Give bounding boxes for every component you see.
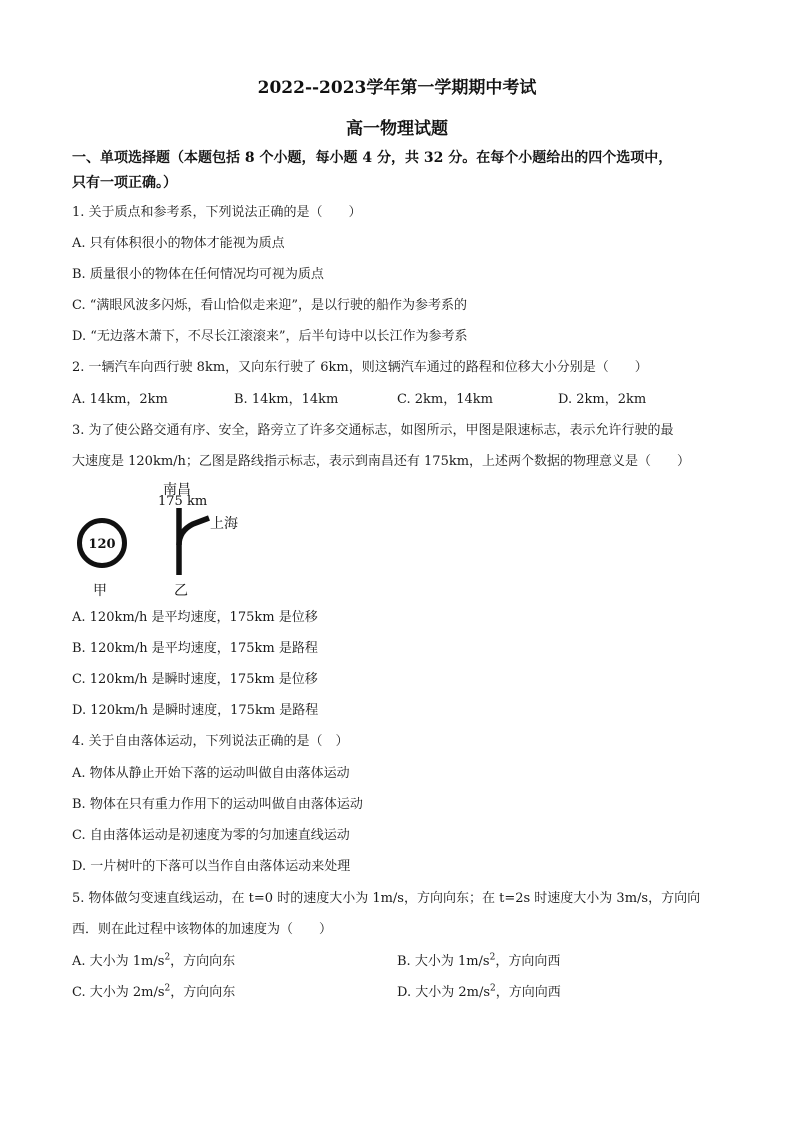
q5-stem-line2: 西．则在此过程中该物体的加速度为（ ） [72,922,333,937]
q5-option-c: C. 大小为 $2m/s^2$，方向向东 [72,983,236,1000]
q5-option-d: D. 大小为 $2m/s^2$，方向向西 [397,983,561,1000]
q1-option-c: C. “满眼风波多闪烁，看山恰似走来迎”，是以行驶的船作为参考系的 [72,298,468,313]
exam-title: 2022--2023学年第一学期期中考试 [257,78,537,98]
q1-option-d: D. “无边落木萧下，不尽长江滚滚来”，后半句诗中以长江作为参考系 [72,329,468,344]
route-distance: 175 km [158,494,208,509]
q4-option-a: A. 物体从静止开始下落的运动叫做自由落体运动 [72,766,350,781]
speed-limit-value: 120 [88,537,116,552]
q2-option-a: A. 14km，2km [72,392,168,407]
section-heading-line2: 只有一项正确。） [72,175,177,191]
q3-stem-line2: 大速度是 120km/h；乙图是路线指示标志，表示到南昌还有 175km，上述两个数据的物理意义是（ ） [72,454,691,469]
q1-stem: 1. 关于质点和参考系，下列说法正确的是（ ） [72,205,362,220]
q4-stem: 4. 关于自由落体运动，下列说法正确的是（ ） [72,734,349,749]
route-city-nanchang: 南昌 [163,482,191,498]
q3-stem-line1: 3. 为了使公路交通有序、安全，路旁立了许多交通标志，如图所示，甲图是限速标志，表示允许行驶的最 [72,423,674,438]
figure-label-yi: 乙 [174,583,188,599]
route-arrow-icon [165,505,215,577]
q3-option-d: D. 120km/h 是瞬时速度，175km 是路程 [72,703,319,718]
figure-label-jia: 甲 [93,583,107,599]
speed-limit-sign [74,515,130,571]
q2-stem: 2. 一辆汽车向西行驶 8km，又向东行驶了 6km，则这辆汽车通过的路程和位移大小分别是（ ） [72,360,648,375]
q3-option-b: B. 120km/h 是平均速度，175km 是路程 [72,641,318,656]
q1-option-a: A. 只有体积很小的物体才能视为质点 [72,236,285,251]
q2-option-d: D. 2km，2km [558,392,647,407]
route-city-shanghai: 上海 [210,516,238,532]
q5-option-a: A. 大小为 $1m/s^2$，方向向东 [72,952,236,969]
q4-option-d: D. 一片树叶的下落可以当作自由落体运动来处理 [72,859,351,874]
q1-option-b: B. 质量很小的物体在任何情况均可视为质点 [72,267,324,282]
section-heading-line1: 一、单项选择题（本题包括 8 个小题，每小题 4 分，共 32 分。在每个小题给出的四个选项中， [72,150,673,166]
q4-option-b: B. 物体在只有重力作用下的运动叫做自由落体运动 [72,797,363,812]
q5-stem-line1: 5. 物体做匀变速直线运动，在 t=0 时的速度大小为 1m/s，方向向东；在 t=2s 时速度大小为 3m/s，方向向 [72,891,701,906]
q2-option-b: B. 14km，14km [234,392,339,407]
q3-option-a: A. 120km/h 是平均速度，175km 是位移 [72,610,318,625]
q5-option-b: B. 大小为 $1m/s^2$，方向向西 [397,952,561,969]
q3-option-c: C. 120km/h 是瞬时速度，175km 是位移 [72,672,318,687]
exam-subtitle: 高一物理试题 [346,119,448,139]
q2-option-c: C. 2km，14km [397,392,493,407]
q4-option-c: C. 自由落体运动是初速度为零的匀加速直线运动 [72,828,350,843]
